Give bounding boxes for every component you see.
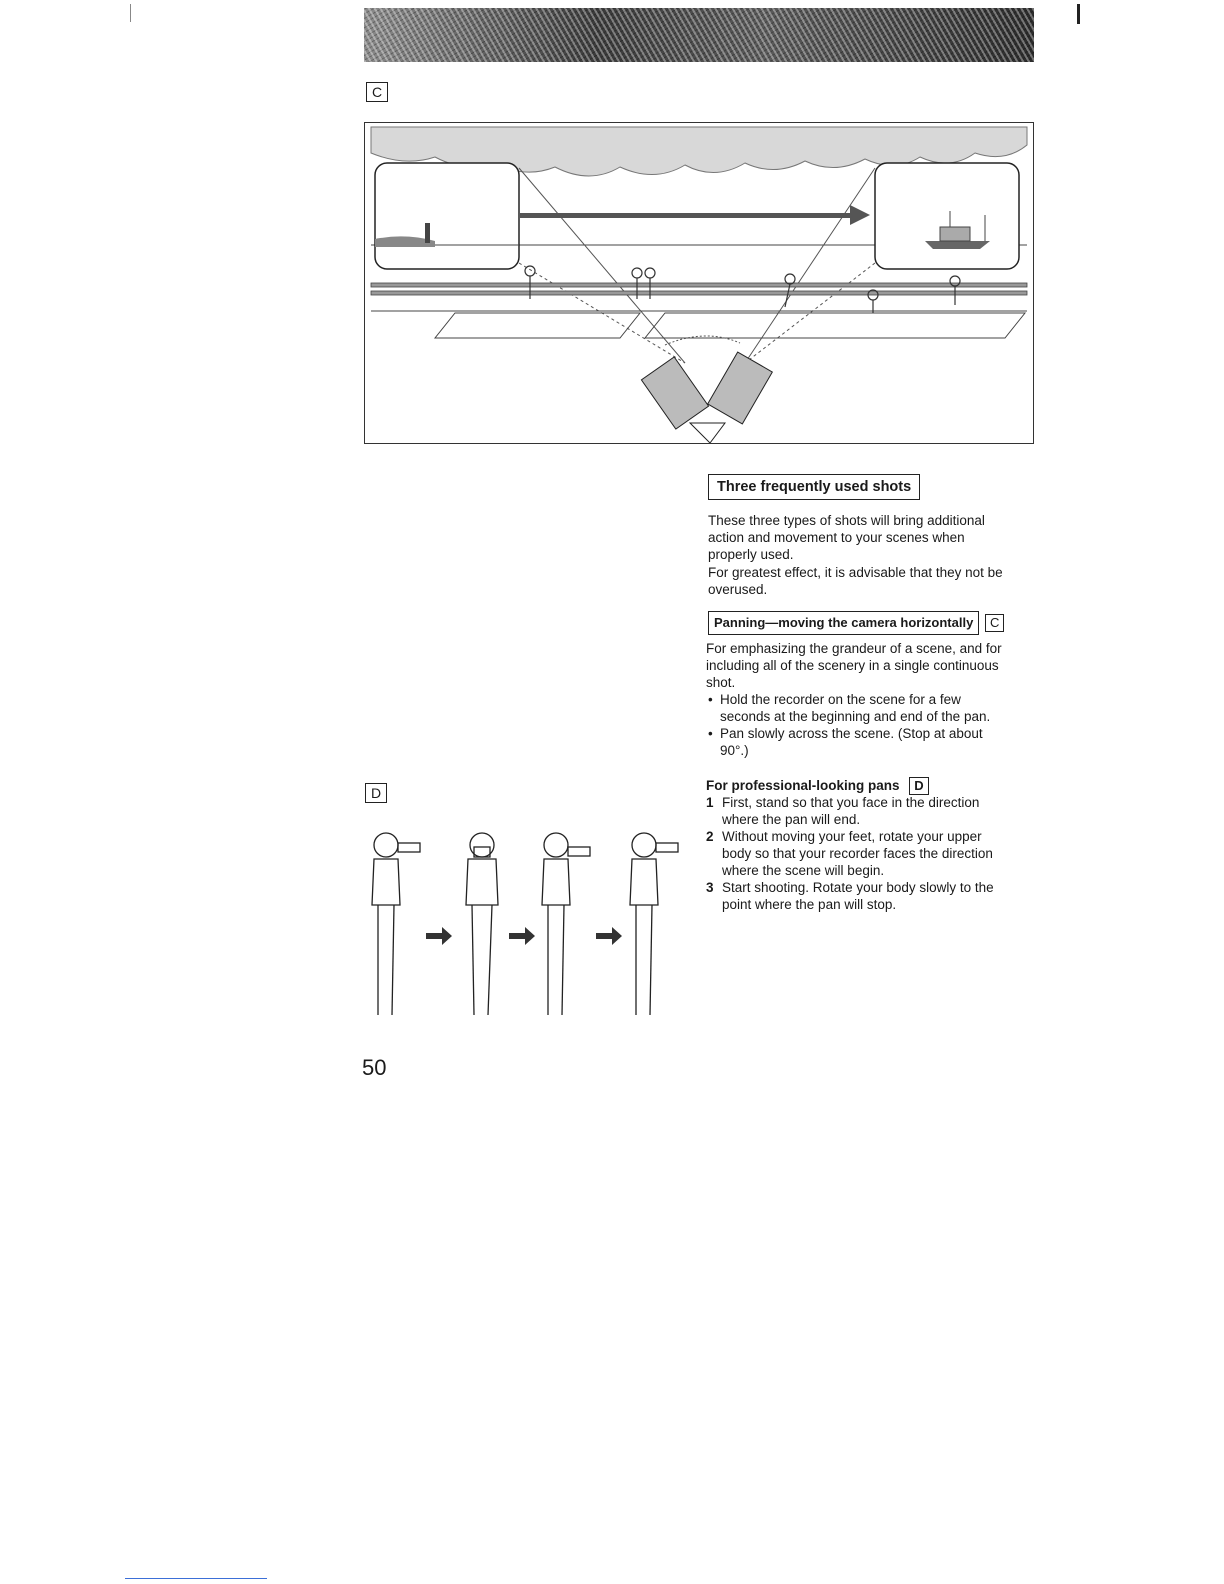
figure-d-label: D xyxy=(365,783,387,803)
step-3-number: 3 xyxy=(706,880,714,895)
intro-paragraph-1: These three types of shots will bring additional action and movement to your scenes when properly used. xyxy=(708,513,985,562)
panning-bullet-2: • Pan slowly across the scene. (Stop at about 90°.) xyxy=(706,725,1008,759)
header-band xyxy=(364,8,1034,62)
rotation-arrows xyxy=(426,927,622,945)
panning-description: For emphasizing the grandeur of a scene, and for including all of the scenery in a single continuous shot. xyxy=(706,641,1002,690)
panning-bullet-1: • Hold the recorder on the scene for a few seconds at the beginning and end of the pan. xyxy=(706,691,1008,725)
viewfinder-start xyxy=(375,163,519,269)
panning-bullets xyxy=(706,691,1008,759)
edge-mark-left xyxy=(130,4,131,22)
body-rotation-diagram xyxy=(364,825,684,1035)
panning-diagram xyxy=(365,123,1033,443)
intro-paragraph-2: For greatest effect, it is advisable that they not be overused. xyxy=(708,565,1003,597)
viewfinder-end xyxy=(875,163,1019,269)
step-1 xyxy=(706,794,1012,828)
step-2-number: 2 xyxy=(706,829,714,844)
people xyxy=(525,266,960,313)
figure-d-illustration xyxy=(364,825,684,1035)
pro-pans-heading-text: For professional-looking pans xyxy=(706,778,900,793)
bottom-rule xyxy=(125,1578,267,1579)
figure-c-label: C xyxy=(366,82,388,102)
figure-pose-3 xyxy=(542,833,590,1015)
camcorders xyxy=(641,352,772,443)
step-3 xyxy=(706,879,1012,913)
figure-pose-1 xyxy=(372,833,420,1015)
pro-pans-steps xyxy=(706,794,1012,913)
panning-figure-ref: C xyxy=(985,614,1004,632)
figure-pose-2 xyxy=(466,833,498,1015)
figure-pose-4 xyxy=(630,833,678,1015)
step-1-number: 1 xyxy=(706,795,714,810)
lighthouse xyxy=(425,223,430,243)
section-title: Three frequently used shots xyxy=(708,474,920,500)
step-2 xyxy=(706,828,1012,879)
edge-mark-right xyxy=(1077,4,1080,24)
page-number: 50 xyxy=(362,1055,387,1080)
pan-arrow xyxy=(520,213,850,218)
figure-c-illustration xyxy=(364,122,1034,444)
step-1-text: First, stand so that you face in the direction where the pan will end. xyxy=(722,795,980,827)
pro-pans-heading xyxy=(706,777,929,795)
step-2-text: Without moving your feet, rotate your upper body so that your recorder faces the direction where the scene will begin. xyxy=(722,829,993,878)
panning-heading: Panning—moving the camera horizontally xyxy=(708,611,979,635)
pro-pans-figure-ref: D xyxy=(909,777,928,795)
ship xyxy=(925,241,990,249)
step-3-text: Start shooting. Rotate your body slowly to the point where the pan will stop. xyxy=(722,880,994,912)
